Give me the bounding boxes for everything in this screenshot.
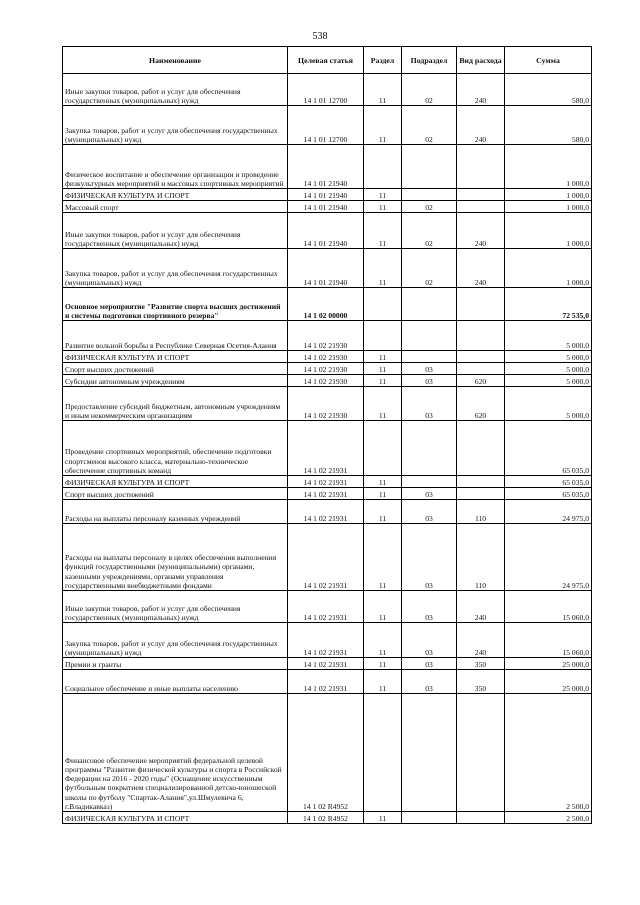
cell-subsection bbox=[402, 351, 457, 363]
cell-name: Спорт высших достижений bbox=[63, 488, 288, 500]
cell-sum: 1 000,0 bbox=[505, 189, 592, 201]
table-row bbox=[63, 189, 592, 201]
cell-subsection: 03 bbox=[402, 363, 457, 375]
cell-expense: 620 bbox=[457, 387, 505, 421]
cell-name: Развитие вольной борьбы в Республике Северная Осетия-Алания bbox=[63, 321, 288, 351]
cell-expense bbox=[457, 363, 505, 375]
table-row bbox=[63, 375, 592, 387]
budget-table bbox=[62, 46, 592, 824]
cell-subsection bbox=[402, 421, 457, 476]
cell-expense bbox=[457, 189, 505, 201]
col-header-subsection: Подраздел bbox=[402, 47, 457, 74]
cell-sum: 1 000,0 bbox=[505, 249, 592, 288]
table-row bbox=[63, 321, 592, 351]
cell-subsection: 03 bbox=[402, 488, 457, 500]
cell-subsection: 03 bbox=[402, 500, 457, 524]
cell-name: Иные закупки товаров, работ и услуг для обеспечения государственных (муниципальных) нужд bbox=[63, 74, 288, 106]
cell-section: 11 bbox=[364, 249, 402, 288]
col-header-expense: Вид расхода bbox=[457, 47, 505, 74]
cell-subsection bbox=[402, 694, 457, 812]
table-row bbox=[63, 201, 592, 213]
cell-expense bbox=[457, 694, 505, 812]
cell-sum: 5 000,0 bbox=[505, 387, 592, 421]
cell-sum: 2 500,0 bbox=[505, 694, 592, 812]
cell-section: 11 bbox=[364, 658, 402, 670]
cell-target: 14 1 01 21940 bbox=[288, 213, 364, 249]
cell-subsection: 03 bbox=[402, 658, 457, 670]
cell-subsection: 03 bbox=[402, 524, 457, 591]
cell-subsection: 03 bbox=[402, 591, 457, 623]
cell-target: 14 1 02 21930 bbox=[288, 375, 364, 387]
cell-sum: 5 000,0 bbox=[505, 351, 592, 363]
table-row bbox=[63, 476, 592, 488]
cell-target: 14 1 01 12700 bbox=[288, 74, 364, 106]
cell-sum: 5 000,0 bbox=[505, 321, 592, 351]
header-row bbox=[63, 47, 592, 74]
cell-name: Массовый спорт bbox=[63, 201, 288, 213]
cell-name: Иные закупки товаров, работ и услуг для обеспечения государственных (муниципальных) нужд bbox=[63, 213, 288, 249]
cell-target: 14 1 02 21931 bbox=[288, 476, 364, 488]
cell-expense: 350 bbox=[457, 658, 505, 670]
cell-expense bbox=[457, 288, 505, 321]
cell-target: 14 1 02 R4952 bbox=[288, 812, 364, 824]
cell-expense bbox=[457, 201, 505, 213]
cell-sum: 65 035,0 bbox=[505, 421, 592, 476]
table-row bbox=[63, 387, 592, 421]
cell-expense bbox=[457, 812, 505, 824]
cell-sum: 580,0 bbox=[505, 74, 592, 106]
cell-name: Физическое воспитание и обеспечение организации и проведение физкультурных мероприятий и массовых спортивных мероприятий bbox=[63, 145, 288, 189]
cell-name: Расходы на выплаты персоналу в целях обеспечения выполнения функций государственными (муниципальными) органами, казенными учреждениями, органами управления государственными внебюджетными фондами bbox=[63, 524, 288, 591]
cell-expense: 240 bbox=[457, 591, 505, 623]
cell-expense: 240 bbox=[457, 74, 505, 106]
cell-expense: 110 bbox=[457, 500, 505, 524]
cell-expense: 350 bbox=[457, 670, 505, 694]
cell-section: 11 bbox=[364, 387, 402, 421]
cell-subsection: 02 bbox=[402, 249, 457, 288]
cell-name: Закупка товаров, работ и услуг для обеспечения государственных (муниципальных) нужд bbox=[63, 249, 288, 288]
cell-subsection: 02 bbox=[402, 106, 457, 145]
cell-target: 14 1 01 21940 bbox=[288, 201, 364, 213]
table-row bbox=[63, 145, 592, 189]
cell-subsection: 03 bbox=[402, 670, 457, 694]
col-header-target: Целевая статья bbox=[288, 47, 364, 74]
cell-sum: 5 000,0 bbox=[505, 363, 592, 375]
table-row bbox=[63, 213, 592, 249]
cell-name: Расходы на выплаты персоналу казенных учреждений bbox=[63, 500, 288, 524]
cell-name: Социальное обеспечение и иные выплаты населению bbox=[63, 670, 288, 694]
cell-expense: 110 bbox=[457, 524, 505, 591]
cell-name: Закупка товаров, работ и услуг для обеспечения государственных (муниципальных) нужд bbox=[63, 623, 288, 658]
cell-name: ФИЗИЧЕСКАЯ КУЛЬТУРА И СПОРТ bbox=[63, 351, 288, 363]
cell-sum: 580,0 bbox=[505, 106, 592, 145]
cell-target: 14 1 02 R4952 bbox=[288, 694, 364, 812]
cell-subsection: 02 bbox=[402, 74, 457, 106]
table-row bbox=[63, 363, 592, 375]
cell-name: Проведение спортивных мероприятий, обеспечение подготовки спортсменов высокого класса, материально-техническое обеспечение спортивных команд bbox=[63, 421, 288, 476]
cell-target: 14 1 02 21931 bbox=[288, 421, 364, 476]
cell-target: 14 1 02 21931 bbox=[288, 591, 364, 623]
cell-name: ФИЗИЧЕСКАЯ КУЛЬТУРА И СПОРТ bbox=[63, 476, 288, 488]
cell-name: Основное мероприятие "Развитие спорта высших достижений и системы подготовки спортивного резерва" bbox=[63, 288, 288, 321]
cell-expense bbox=[457, 351, 505, 363]
cell-sum: 25 000,0 bbox=[505, 658, 592, 670]
cell-expense bbox=[457, 476, 505, 488]
table-row bbox=[63, 591, 592, 623]
cell-target: 14 1 02 21931 bbox=[288, 623, 364, 658]
cell-sum: 15 060,0 bbox=[505, 591, 592, 623]
table-row bbox=[63, 524, 592, 591]
cell-section: 11 bbox=[364, 189, 402, 201]
cell-sum: 1 000,0 bbox=[505, 145, 592, 189]
table-row bbox=[63, 421, 592, 476]
cell-name: Спорт высших достижений bbox=[63, 363, 288, 375]
cell-section: 11 bbox=[364, 812, 402, 824]
cell-sum: 24 975,0 bbox=[505, 524, 592, 591]
cell-sum: 1 000,0 bbox=[505, 201, 592, 213]
cell-sum: 5 000,0 bbox=[505, 375, 592, 387]
cell-target: 14 1 02 21931 bbox=[288, 524, 364, 591]
cell-target: 14 1 02 21930 bbox=[288, 387, 364, 421]
cell-section bbox=[364, 321, 402, 351]
cell-target: 14 1 01 21940 bbox=[288, 189, 364, 201]
cell-sum: 25 000,0 bbox=[505, 670, 592, 694]
cell-section bbox=[364, 145, 402, 189]
cell-subsection: 02 bbox=[402, 201, 457, 213]
table-row bbox=[63, 74, 592, 106]
cell-subsection bbox=[402, 321, 457, 351]
cell-name: Финансовое обеспечение мероприятий федеральной целевой программы "Развитие физической культуры и спорта в Российской Федерации на 2016 - 2020 годы" (Оснащение искусственным футбольным покрытием специализированной детско-юношеской школы по футболу "Спартак-Алания",ул.Шмулевича 6, г.Владикавказ) bbox=[63, 694, 288, 812]
cell-sum: 15 060,0 bbox=[505, 623, 592, 658]
table-row bbox=[63, 694, 592, 812]
cell-section: 11 bbox=[364, 351, 402, 363]
table-row bbox=[63, 812, 592, 824]
cell-sum: 1 000,0 bbox=[505, 213, 592, 249]
cell-sum: 72 535,0 bbox=[505, 288, 592, 321]
cell-subsection: 02 bbox=[402, 213, 457, 249]
cell-section bbox=[364, 694, 402, 812]
cell-subsection: 03 bbox=[402, 375, 457, 387]
cell-expense bbox=[457, 321, 505, 351]
cell-expense bbox=[457, 421, 505, 476]
cell-section: 11 bbox=[364, 488, 402, 500]
cell-sum: 24 975,0 bbox=[505, 500, 592, 524]
cell-target: 14 1 02 00000 bbox=[288, 288, 364, 321]
cell-name: ФИЗИЧЕСКАЯ КУЛЬТУРА И СПОРТ bbox=[63, 189, 288, 201]
cell-expense: 240 bbox=[457, 213, 505, 249]
table-row bbox=[63, 658, 592, 670]
cell-subsection bbox=[402, 145, 457, 189]
cell-expense: 620 bbox=[457, 375, 505, 387]
table-row bbox=[63, 488, 592, 500]
cell-target: 14 1 01 21940 bbox=[288, 145, 364, 189]
cell-name: Субсидии автономным учреждениям bbox=[63, 375, 288, 387]
cell-section bbox=[364, 421, 402, 476]
cell-section: 11 bbox=[364, 476, 402, 488]
cell-section: 11 bbox=[364, 670, 402, 694]
cell-target: 14 1 01 12700 bbox=[288, 106, 364, 145]
cell-subsection bbox=[402, 189, 457, 201]
cell-subsection: 03 bbox=[402, 623, 457, 658]
cell-subsection bbox=[402, 476, 457, 488]
table-row bbox=[63, 249, 592, 288]
cell-subsection bbox=[402, 812, 457, 824]
cell-section: 11 bbox=[364, 213, 402, 249]
cell-subsection: 03 bbox=[402, 387, 457, 421]
cell-name: ФИЗИЧЕСКАЯ КУЛЬТУРА И СПОРТ bbox=[63, 812, 288, 824]
cell-target: 14 1 02 21931 bbox=[288, 670, 364, 694]
cell-target: 14 1 01 21940 bbox=[288, 249, 364, 288]
cell-section: 11 bbox=[364, 524, 402, 591]
cell-target: 14 1 02 21931 bbox=[288, 658, 364, 670]
table-row bbox=[63, 500, 592, 524]
col-header-section: Раздел bbox=[364, 47, 402, 74]
cell-expense: 240 bbox=[457, 106, 505, 145]
cell-sum: 65 035,0 bbox=[505, 488, 592, 500]
cell-sum: 65 035,0 bbox=[505, 476, 592, 488]
cell-target: 14 1 02 21931 bbox=[288, 488, 364, 500]
cell-section: 11 bbox=[364, 623, 402, 658]
page-number: 538 bbox=[312, 31, 328, 42]
cell-expense: 240 bbox=[457, 623, 505, 658]
cell-target: 14 1 02 21930 bbox=[288, 321, 364, 351]
cell-section: 11 bbox=[364, 375, 402, 387]
table-row bbox=[63, 670, 592, 694]
cell-section: 11 bbox=[364, 201, 402, 213]
cell-name: Премии и гранты bbox=[63, 658, 288, 670]
cell-section: 11 bbox=[364, 363, 402, 375]
cell-section: 11 bbox=[364, 74, 402, 106]
cell-section: 11 bbox=[364, 591, 402, 623]
table-row bbox=[63, 351, 592, 363]
cell-section: 11 bbox=[364, 106, 402, 145]
cell-sum: 2 500,0 bbox=[505, 812, 592, 824]
cell-section: 11 bbox=[364, 500, 402, 524]
table-row bbox=[63, 288, 592, 321]
table-row bbox=[63, 106, 592, 145]
table-row bbox=[63, 623, 592, 658]
cell-expense: 240 bbox=[457, 249, 505, 288]
cell-name: Закупка товаров, работ и услуг для обеспечения государственных (муниципальных) нужд bbox=[63, 106, 288, 145]
cell-target: 14 1 02 21930 bbox=[288, 363, 364, 375]
cell-target: 14 1 02 21930 bbox=[288, 351, 364, 363]
cell-subsection bbox=[402, 288, 457, 321]
cell-section bbox=[364, 288, 402, 321]
table-body bbox=[63, 74, 592, 824]
cell-name: Иные закупки товаров, работ и услуг для обеспечения государственных (муниципальных) нужд bbox=[63, 591, 288, 623]
col-header-sum: Сумма bbox=[505, 47, 592, 74]
cell-name: Предоставление субсидий бюджетным, автономным учреждениям и иным некоммерческим организациям bbox=[63, 387, 288, 421]
col-header-name: Наименование bbox=[63, 47, 288, 74]
cell-expense bbox=[457, 488, 505, 500]
cell-expense bbox=[457, 145, 505, 189]
cell-target: 14 1 02 21931 bbox=[288, 500, 364, 524]
